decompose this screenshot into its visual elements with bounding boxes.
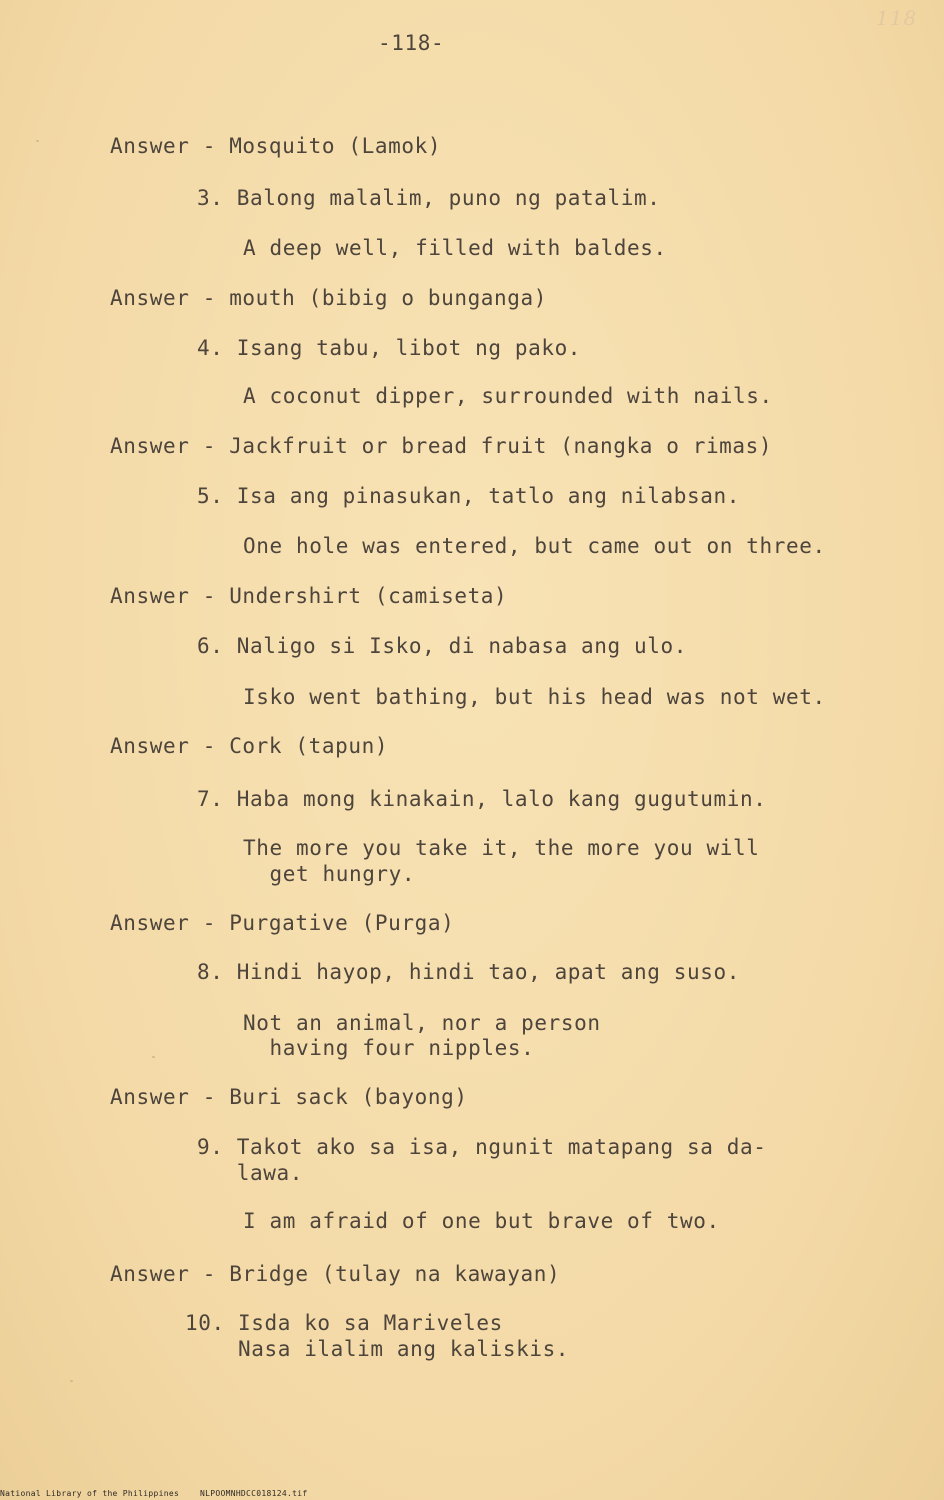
footer-library: National Library of the Philippines — [0, 1489, 180, 1498]
answer-line: Answer - Undershirt (camiseta) — [110, 584, 508, 608]
answer-line: Answer - Cork (tapun) — [110, 734, 389, 758]
answer-line: Answer - mouth (bibig o bunganga) — [110, 286, 548, 310]
translation-line: I am afraid of one but brave of two. — [243, 1209, 720, 1233]
answer-line: Answer - Bridge (tulay na kawayan) — [110, 1262, 561, 1286]
riddle-line: 9. Takot ako sa isa, ngunit matapang sa da- — [197, 1135, 767, 1159]
answer-line: Answer - Purgative (Purga) — [110, 911, 455, 935]
translation-line: A coconut dipper, surrounded with nails. — [243, 384, 773, 408]
translation-line: A deep well, filled with baldes. — [243, 236, 667, 260]
riddle-line: 8. Hindi hayop, hindi tao, apat ang suso. — [197, 960, 740, 984]
paper-speck — [152, 1056, 155, 1058]
translation-line: The more you take it, the more you will — [243, 836, 760, 860]
riddle-line: 7. Haba mong kinakain, lalo kang gugutumin. — [197, 787, 767, 811]
margin-page-mark: 118 — [876, 6, 918, 30]
answer-line: Answer - Mosquito (Lamok) — [110, 134, 442, 158]
translation-line: Not an animal, nor a person — [243, 1011, 601, 1035]
riddle-line: 6. Naligo si Isko, di nabasa ang ulo. — [197, 634, 687, 658]
paper-speck — [36, 140, 39, 142]
page-number: -118- — [378, 31, 445, 55]
translation-line: Isko went bathing, but his head was not wet. — [243, 685, 826, 709]
riddle-line: 4. Isang tabu, libot ng pako. — [197, 336, 582, 360]
riddle-line: 3. Balong malalim, puno ng patalim. — [197, 186, 661, 210]
answer-line: Answer - Buri sack (bayong) — [110, 1085, 468, 1109]
paper-speck — [70, 1380, 73, 1382]
riddle-line: 5. Isa ang pinasukan, tatlo ang nilabsan. — [197, 484, 740, 508]
footer-filename: NLPOOMNHDCC018124.tif — [200, 1489, 308, 1498]
riddle-line: Nasa ilalim ang kaliskis. — [185, 1337, 570, 1361]
answer-line: Answer - Jackfruit or bread fruit (nangka o rimas) — [110, 434, 773, 458]
translation-line: having four nipples. — [243, 1036, 535, 1060]
translation-line: One hole was entered, but came out on three. — [243, 534, 826, 558]
translation-line: get hungry. — [243, 862, 416, 886]
riddle-line: 10. Isda ko sa Mariveles — [185, 1311, 503, 1335]
riddle-line: lawa. — [197, 1161, 303, 1185]
